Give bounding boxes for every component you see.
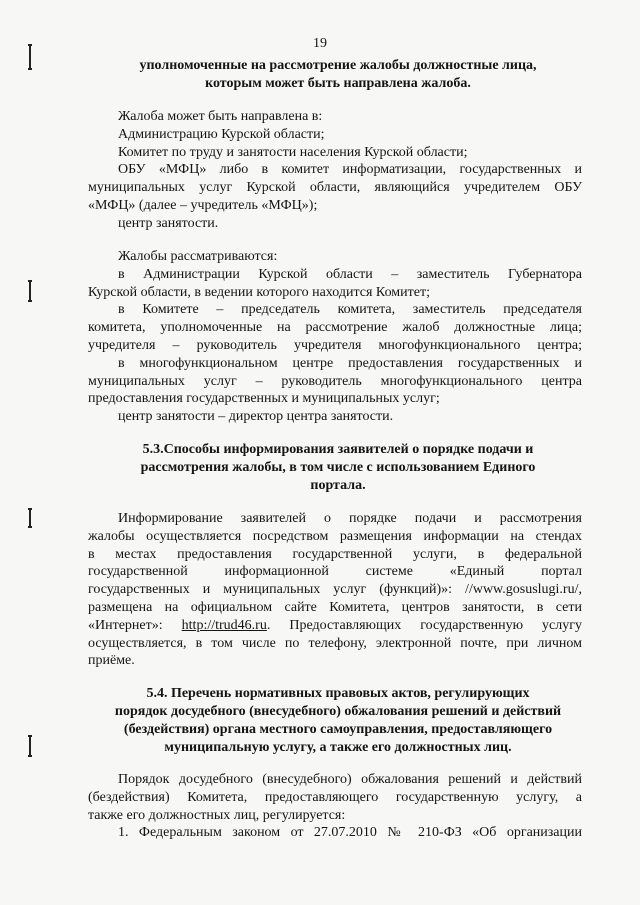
- paragraph-reviewed-by: [88, 248, 582, 426]
- binding-mark: [29, 280, 31, 302]
- heading-section-5-3: [88, 441, 588, 495]
- text-line: (бездействия) Комитета, предоставляющего государственную услугу, а: [88, 789, 582, 805]
- text-line: в многофункциональном центре предоставления государственных и: [118, 355, 582, 371]
- page-number: 19: [313, 36, 327, 51]
- text-line: муниципальных услуг Курской области, являющийся учредителем ОБУ: [88, 180, 582, 196]
- paragraph-where-sent: [88, 108, 582, 233]
- heading-line: уполномоченные на рассмотрение жалобы должностные лица,: [139, 58, 537, 73]
- text-line: центр занятости – директор центра занятости.: [118, 409, 394, 425]
- text-line: Информирование заявителей о порядке подачи и рассмотрения: [118, 511, 582, 526]
- heading-line: муниципальную услугу, а также его должностных лиц.: [164, 740, 512, 755]
- text-line: Администрацию Курской области;: [118, 126, 325, 142]
- heading-complaint-officials: [88, 57, 588, 93]
- heading-line: портала.: [310, 478, 366, 493]
- heading-line: которым может быть направлена жалоба.: [205, 76, 471, 91]
- text-line: также его должностных лиц, регулируется:: [88, 807, 346, 823]
- text-line: приёме.: [88, 653, 135, 669]
- text-line: Курской области, в ведении которого находится Комитет;: [88, 284, 430, 300]
- paragraph-informing: [88, 510, 582, 670]
- text-line: 1. Федеральным законом от 27.07.2010 № 210-ФЗ «Об организации: [118, 825, 582, 841]
- text-line: центр занятости.: [118, 215, 219, 231]
- text-line: жалобы осуществляется посредством размещения информации на стендах: [88, 528, 582, 544]
- text-line: Порядок досудебного (внесудебного) обжалования решений и действий: [118, 772, 582, 787]
- heading-line: 5.4. Перечень нормативных правовых актов, регулирующих: [146, 686, 530, 701]
- text-line: «МФЦ» (далее – учредитель «МФЦ»);: [88, 197, 318, 213]
- text-line: [88, 617, 582, 635]
- binding-mark: [29, 508, 31, 528]
- text-line: Жалоба может быть направлена в:: [118, 109, 323, 124]
- text-line: Комитет по труду и занятости населения Курской области;: [118, 144, 468, 160]
- text-segment: «Интернет»:: [88, 617, 182, 633]
- text-segment: . Предоставляющих государственную услугу: [266, 617, 582, 633]
- text-line: ОБУ «МФЦ» либо в комитет информатизации, государственных и: [118, 162, 582, 178]
- heading-line: 5.3.Способы информирования заявителей о порядке подачи и: [142, 442, 534, 457]
- text-line: государственных и муниципальных услуг (функций)»: //www.gosuslugi.ru/,: [88, 582, 582, 598]
- trud46-link[interactable]: http://trud46.ru: [181, 617, 267, 633]
- text-line: Жалобы рассматриваются:: [118, 249, 278, 264]
- text-line: государственной информационной системе «Единый портал: [88, 564, 582, 580]
- text-line: в местах предоставления государственной услуги, в федеральной: [88, 546, 582, 562]
- heading-line: (бездействия) органа местного самоуправления, предоставляющего: [123, 722, 553, 737]
- text-line: предоставления государственных и муниципальных услуг;: [88, 391, 440, 407]
- heading-section-5-4: [88, 685, 588, 757]
- heading-line: рассмотрения жалобы, в том числе с использованием Единого: [140, 460, 536, 475]
- text-line: размещена на официальном сайте Комитета, центров занятости, в сети: [88, 599, 582, 615]
- text-line: в Администрации Курской области – заместитель Губернатора: [118, 266, 582, 282]
- paragraph-appeal-order: [88, 771, 582, 842]
- text-line: осуществляется, в том числе по телефону, электронной почте, при личном: [88, 635, 582, 651]
- heading-line: порядок досудебного (внесудебного) обжалования решений и действий: [114, 704, 562, 719]
- text-line: муниципальных услуг – руководитель многофункционального центра: [88, 373, 582, 389]
- text-line: в Комитете – председатель комитета, заместитель председателя: [118, 302, 582, 318]
- text-line: комитета, уполномоченные на рассмотрение жалоб должностные лица;: [88, 320, 582, 336]
- binding-mark: [29, 735, 31, 757]
- text-line: учредителя – руководитель учредителя многофункционального центра;: [88, 337, 582, 353]
